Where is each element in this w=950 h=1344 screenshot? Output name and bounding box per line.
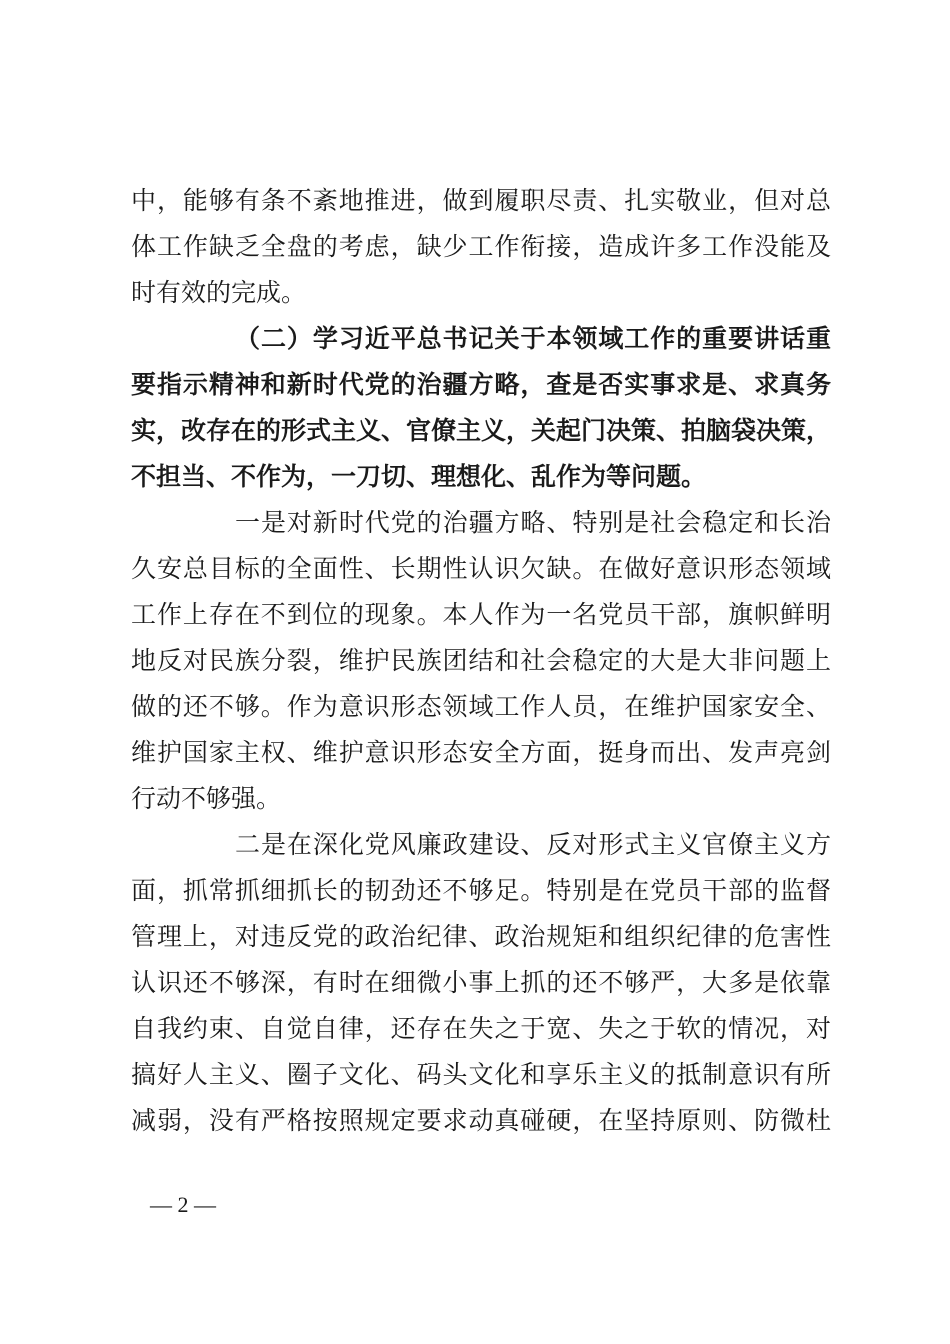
text-line: 工作上存在不到位的现象。本人作为一名党员干部，旗帜鲜明 xyxy=(131,600,831,629)
text-line: 二是在深化党风廉政建设、反对形式主义官僚主义方 xyxy=(235,830,831,859)
page-number: — 2 — xyxy=(150,1192,216,1217)
text-line: 管理上，对违反党的政治纪律、政治规矩和组织纪律的危害性 xyxy=(131,922,831,951)
text-line: 自我约束、自觉自律，还存在失之于宽、失之于软的情况，对 xyxy=(131,1014,831,1043)
text-line: 减弱，没有严格按照规定要求动真碰硬，在坚持原则、防微杜 xyxy=(131,1106,831,1135)
section-heading-line: 要指示精神和新时代党的治疆方略，查是否实事求是、求真务 xyxy=(131,370,831,399)
section-heading-line: 不担当、不作为，一刀切、理想化、乱作为等问题。 xyxy=(131,462,707,491)
text-line: 一是对新时代党的治疆方略、特别是社会稳定和长治 xyxy=(235,508,831,537)
body-text xyxy=(131,178,831,1144)
text-line: 地反对民族分裂，维护民族团结和社会稳定的大是大非问题上 xyxy=(131,646,831,675)
text-line: 行动不够强。 xyxy=(131,784,282,813)
section-heading-line: （二）学习近平总书记关于本领域工作的重要讲话重 xyxy=(235,324,831,353)
text-line: 体工作缺乏全盘的考虑，缺少工作衔接，造成许多工作没能及 xyxy=(131,232,831,261)
text-line: 时有效的完成。 xyxy=(131,278,307,307)
text-line: 做的还不够。作为意识形态领域工作人员，在维护国家安全、 xyxy=(131,692,831,721)
text-line: 中，能够有条不紊地推进，做到履职尽责、扎实敬业，但对总 xyxy=(131,186,831,215)
text-line: 认识还不够深，有时在细微小事上抓的还不够严，大多是依靠 xyxy=(131,968,831,997)
text-line: 久安总目标的全面性、长期性认识欠缺。在做好意识形态领域 xyxy=(131,554,831,583)
text-line: 面，抓常抓细抓长的韧劲还不够足。特别是在党员干部的监督 xyxy=(131,876,831,905)
text-line: 搞好人主义、圈子文化、码头文化和享乐主义的抵制意识有所 xyxy=(131,1060,831,1089)
section-heading-line: 实，改存在的形式主义、官僚主义，关起门决策、拍脑袋决策， xyxy=(131,416,831,445)
text-line: 维护国家主权、维护意识形态安全方面，挺身而出、发声亮剑 xyxy=(131,738,831,767)
